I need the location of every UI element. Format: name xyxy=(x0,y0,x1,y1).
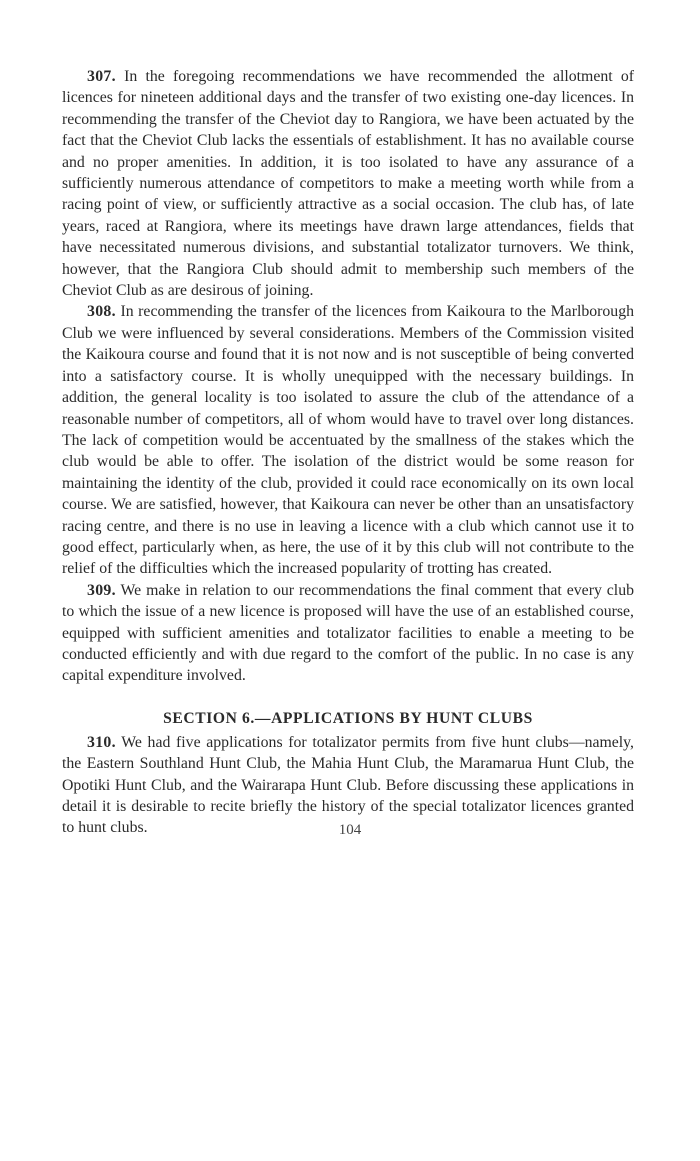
paragraph-text: We make in relation to our recommendations the final comment that every club to which the issue of a new licence is proposed will have the use of an established course, equipped with sufficient amenities and totalizator facilities to enable a meeting to be conducted efficiently and with due regard to the comfort of the public. In no case is any capital expenditure involved. xyxy=(62,581,634,685)
paragraph-text: In the foregoing recommendations we have recommended the allotment of licences for nineteen additional days and the transfer of two existing one-day licences. In recommending the transfer of the Cheviot day to Rangiora, we have been actuated by the fact that the Cheviot Club lacks the essentials of establishment. It has no available course and no proper amenities. In addition, it is too isolated to have any assurance of a sufficiently numerous attendance of competitors to make a meeting worth while from a racing point of view, or sufficiently attractive as a social occasion. The club has, of late years, raced at Rangiora, where its meetings have drawn large attendances, fields that have necessitated numerous divisions, and substantial totalizator turnovers. We think, however, that the Rangiora Club should admit to membership such members of the Cheviot Club as are desirous of joining. xyxy=(62,68,634,300)
section-heading: SECTION 6.—APPLICATIONS BY HUNT CLUBS xyxy=(163,709,533,727)
paragraph-number: 307. xyxy=(87,68,116,85)
paragraph-308 xyxy=(62,301,634,579)
paragraph-number: 310. xyxy=(87,733,116,751)
paragraph-309 xyxy=(62,580,634,687)
page-number: 104 xyxy=(338,822,362,838)
paragraph-number: 308. xyxy=(87,303,116,321)
document-page xyxy=(62,66,634,839)
paragraph-307 xyxy=(62,66,634,301)
paragraph-text: In recommending the transfer of the licences from Kaikoura to the Marlborough Club we were influenced by several considerations. Members of the Commission visited the Kaikoura course and found that it is not now and is not susceptible of being converted into a satisfactory course. It is wholly unequipped with the necessary buildings. In addition, the general locality is too isolated to assure the club of the attendance of a reasonable number of competitors, all of whom would have to travel over long distances. The lack of competition would be accentuated by the smallness of the stakes which the club would be able to offer. The isolation of the district would be some reason for maintaining the identity of the club, provided it could race economically on its own local course. We are satisfied, however, that Kaikoura can never be other than an unsatisfactory racing centre, and there is no use in leaving a licence with a club which cannot use it to good effect, particularly when, as here, the use of it by this club will not contribute to the relief of the difficulties which the increased popularity of trotting has created. xyxy=(62,303,634,578)
paragraph-number: 309. xyxy=(87,581,116,599)
paragraph-text: We had five applications for totalizator permits from five hunt clubs—namely, the Eastern Southland Hunt Club, the Mahia Hunt Club, the Maramarua Hunt Club, the Opotiki Hunt Club, and the Wairarapa Hunt Club. Before discussing these applications in detail it is desirable to recite briefly the history of the special totalizator licences granted to hunt clubs. xyxy=(62,733,634,837)
